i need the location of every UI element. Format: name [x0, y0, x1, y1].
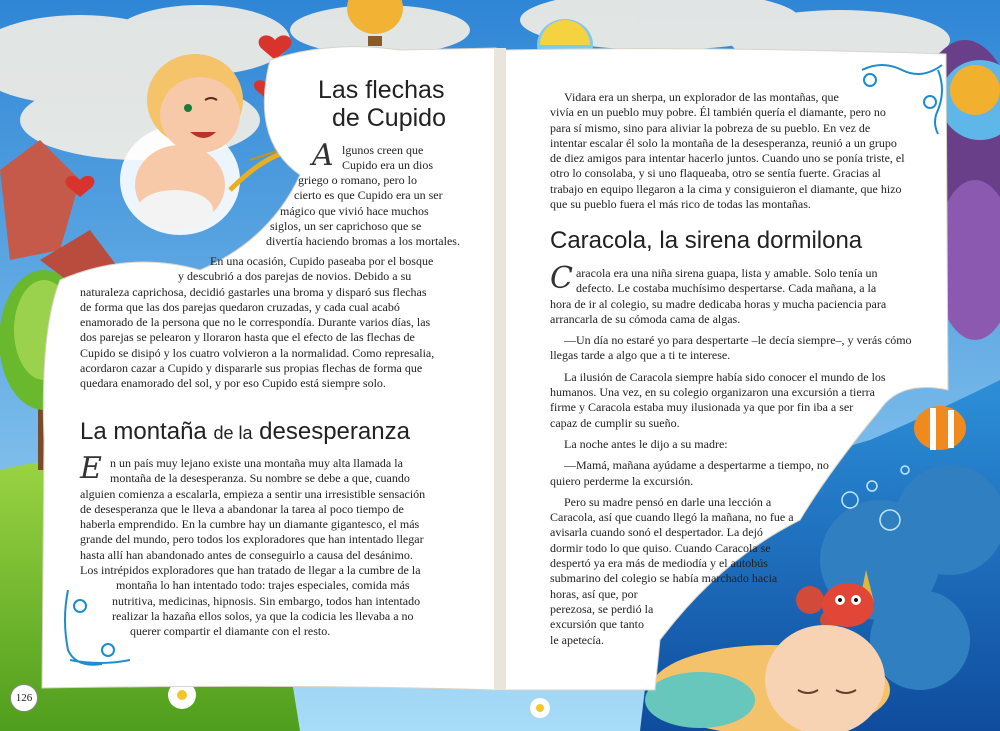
page-number: 126 — [10, 684, 38, 712]
text-line: quedara enamorado del sol, y por eso Cupido está siempre solo. — [80, 376, 386, 391]
title-line-1: Las flechas — [318, 76, 445, 104]
text-line: hasta allí han abandonado antes de conseguirlo a causa del desánimo. — [80, 547, 413, 562]
text-line: arrancarla de su cómoda cama de algas. — [550, 311, 741, 326]
text-line: —Mamá, mañana ayúdame a despertarme a tiempo, no — [564, 458, 829, 473]
dropcap-a: A — [312, 138, 334, 173]
story-cupido-paragraph-2 — [80, 254, 492, 392]
title-part: desesperanza — [259, 418, 410, 445]
text-line: perezosa, se perdió la — [550, 601, 654, 616]
story-title-cupido — [318, 76, 446, 132]
text-line: firme y Caracola estaba muy ilusionada ya que por fin iba a ser — [550, 400, 854, 415]
text-line: para sí mismo, sino para aliviar la pobreza de su pueblo. En vez de — [550, 120, 871, 135]
story-title-caracola: Caracola, la sirena dormilona — [550, 227, 863, 254]
story-montana-text — [80, 451, 492, 640]
text-line: defecto. Le costaba muchísimo despertarse. Cada mañana, a la — [575, 281, 877, 296]
text-line: de forma que las dos parejas quedaron cruzadas, y cada cual acabó — [80, 299, 400, 314]
text-line: griego o romano, pero lo — [298, 173, 417, 187]
story-caracola-text — [550, 261, 942, 648]
text-line: vivía en un pueblo muy pobre. Él también quería el diamante, pero no — [550, 105, 886, 120]
text-line: que su pueblo fuera el más rico de todas las montañas. — [550, 197, 811, 212]
text-line: acordaron cazar a Cupido y dispararle sus propias flechas de forma que — [80, 361, 423, 376]
text-line: cierto es que Cupido era un ser — [294, 188, 443, 203]
text-line: naturaleza caprichosa, decidió gastarles una broma y disparó sus flechas — [80, 284, 427, 299]
text-line: haberla emprendido. En la cumbre hay un diamante gigantesco, el más — [80, 517, 420, 532]
text-line: En una ocasión, Cupido paseaba por el bosque — [210, 254, 434, 268]
text-line: llegas tarde a algo que a ti te interese. — [550, 348, 731, 363]
text-line: siglos, un ser caprichoso que se — [270, 218, 422, 233]
text-line: excursión que tanto — [550, 617, 644, 632]
story-title-montana — [80, 418, 410, 447]
text-line: capaz de cumplir su sueño. — [550, 415, 680, 430]
text-line: La noche antes le dijo a su madre: — [564, 436, 728, 451]
text-line: dormir todo lo que quiso. Cuando Caracola se — [550, 540, 771, 555]
text-line: submarino del colegio se había marchado hacia — [550, 571, 778, 586]
text-line: despertó ya era más de mediodía y el autobús — [550, 556, 768, 571]
text-line: mágico que vivió hace muchos — [280, 203, 429, 218]
story-montana-continuation — [550, 90, 940, 212]
dropcap-c: C — [550, 261, 573, 296]
text-line: hora de ir al colegio, su madre dedicaba horas y mucha paciencia para — [550, 296, 887, 311]
text-line: le apetecía. — [550, 632, 604, 647]
text-line: Cupido era un dios — [342, 158, 433, 173]
text-line: trabajo en equipo llegaron a la cima y consiguieron el diamante, que hizo — [550, 181, 902, 196]
text-line: montaña de la desesperanza. Su nombre se debe a que, cuando — [110, 471, 410, 486]
text-line: —Un día no estaré yo para despertarte –le decía siempre–, y verás cómo — [564, 333, 912, 348]
text-line: montaña lo han intentado todo: trajes especiales, comida más — [116, 578, 410, 593]
text-line: Cupido se disipó y los cuatro volvieron a la normalidad. Como represalia, — [80, 345, 435, 360]
text-line: Vidara era un sherpa, un explorador de las montañas, que — [564, 90, 839, 104]
text-line: avisarla cuando sonó el despertador. La dejó — [550, 525, 763, 540]
text-line: de diez amigos para intentar hacerlo juntos. Cuando uno se ponía triste, el — [550, 151, 905, 166]
text-line: Caracola, así que cuando llegó la mañana, no fue a — [550, 510, 794, 525]
text-line: dos parejas se pelearon y lloraron hasta que el efecto de las flechas de — [80, 330, 415, 345]
text-line: alguien comienza a escalarla, empieza a sentir una irresistible sensación — [80, 486, 426, 501]
title-part: La montaña — [80, 418, 207, 445]
text-line: quiero perderme la excursión. — [550, 473, 694, 488]
text-line: otro lo consolaba, y si uno flaqueaba, otro se sentía fuerte. Gracias al — [550, 166, 881, 181]
text-line: divertía haciendo bromas a los mortales. — [266, 234, 460, 249]
text-line: lgunos creen que — [342, 143, 424, 157]
story-cupido-intro-cont — [200, 173, 490, 249]
text-line: querer compartir el diamante con el resto. — [130, 624, 331, 639]
title-line-2: de Cupido — [332, 104, 446, 132]
text-line: Los intrépidos exploradores que han tratado de llegar a la cumbre de la — [80, 563, 421, 578]
text-line: y descubrió a dos parejas de novios. Debido a su — [178, 269, 412, 284]
story-cupido-intro — [312, 138, 492, 174]
text-line: enamorado de la persona que no le correspondía. Durante varios días, las — [80, 315, 431, 330]
text-line: n un país muy lejano existe una montaña muy alta llamada la — [110, 456, 403, 470]
dropcap-e: E — [80, 451, 102, 486]
text-line: nutritiva, medicinas, hipnosis. Sin embargo, todos han intentado — [112, 593, 421, 608]
text-line: realizar la hazaña ellos solos, ya que la codicia les llevaba a no — [112, 608, 414, 623]
text-line: horas, así que, por — [550, 586, 638, 601]
text-line: de desesperanza que le lleva a abandonar la tarea al poco tiempo de — [80, 501, 404, 516]
text-line: humanos. Una vez, en su colegio organizaron una excursión a tierra — [550, 385, 875, 400]
text-line: La ilusión de Caracola siempre había sido conocer el mundo de los — [564, 369, 886, 384]
text-line: aracola era una niña sirena guapa, lista y amable. Solo tenía un — [575, 266, 878, 280]
text-line: intentar escalar él solo la montaña de la desesperanza, reunió a un grupo — [550, 135, 897, 150]
text-line: grande del mundo, pero todos los exploradores que han intentado llegar — [80, 532, 424, 547]
text-line: Pero su madre pensó en darle una lección a — [564, 494, 772, 509]
title-part-small: de la — [213, 423, 253, 443]
